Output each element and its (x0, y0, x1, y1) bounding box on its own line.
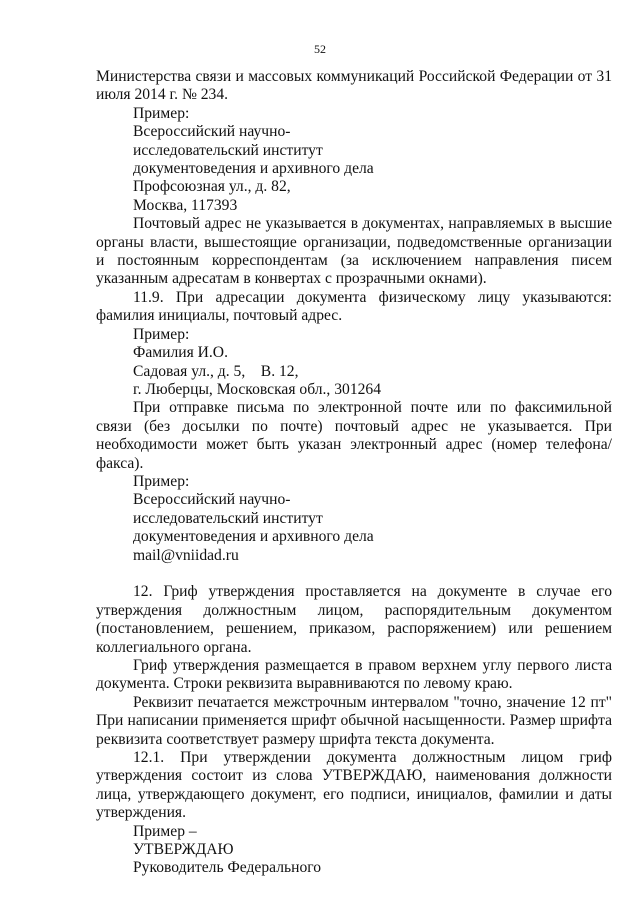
example-label: Пример: (133, 104, 190, 122)
example-label: Пример – (133, 822, 197, 840)
paragraph: 12. Гриф утверждения проставляется на документе в случае его утверждения должностным лицом, распорядительным документом (постановлением, решением, приказом, распоряжением) или решением коллегиального органа. (96, 583, 612, 656)
example-line: Профсоюзная ул., д. 82, (133, 178, 291, 196)
paragraph: Гриф утверждения размещается в правом верхнем углу первого листа документа. Строки реквизита выравниваются по левому краю. (96, 656, 612, 693)
example-line: Фамилия И.О. (133, 344, 228, 362)
text-line: Министерства связи и массовых коммуникаций Российской Федерации от 31 (96, 68, 612, 85)
example-block (96, 823, 612, 878)
text-line: июля 2014 г. № 234. (96, 86, 229, 104)
example-line: г. Люберцы, Московская обл., 301264 (133, 380, 382, 398)
example-line: исследовательский институт (133, 141, 323, 159)
example-line: исследовательский институт (133, 509, 323, 527)
paragraph: Почтовый адрес не указывается в документах, направляемых в высшие органы власти, вышестоящие организации, подведомственные организации и постоянным корреспондентам (за исключением направления писем указанным адресатам в конвертах с прозрачными окнами). (96, 215, 612, 288)
example-line: УТВЕРЖДАЮ (133, 841, 234, 859)
example-line: Руководитель Федерального (133, 859, 322, 877)
document-body (96, 68, 612, 878)
example-line: Всероссийский научно- (133, 123, 291, 141)
example-line: Всероссийский научно- (133, 491, 291, 509)
example-block (96, 473, 612, 565)
example-block (96, 105, 612, 215)
page-number: 52 (314, 42, 326, 56)
example-line: Москва, 117393 (133, 196, 238, 214)
paragraph: 12.1. При утверждении документа должностным лицом гриф утверждения состоит из слова УТВЕРЖДАЮ, наименования должности лица, утверждающего документ, его подписи, инициалов, фамилии и даты утверждения. (96, 749, 612, 822)
example-email: mail@vniidad.ru (133, 546, 239, 564)
example-line: Садовая ул., д. 5, В. 12, (133, 362, 299, 380)
example-label: Пример: (133, 472, 190, 490)
example-block (96, 326, 612, 400)
paragraph: При отправке письма по электронной почте или по факсимильной связи (без досылки по почте) почтовый адрес не указывается. При необходимости может быть указан электронный адрес (номер телефона/факса). (96, 399, 612, 472)
example-line: документоведения и архивного дела (133, 528, 374, 546)
example-line: документоведения и архивного дела (133, 160, 374, 178)
paragraph: 11.9. При адресации документа физическому лицу указываются: фамилия инициалы, почтовый адрес. (96, 288, 612, 325)
example-label: Пример: (133, 325, 190, 343)
paragraph: Реквизит печатается межстрочным интервалом "точно, значение 12 пт" При написании применяется шрифт обычной насыщенности. Размер шрифта реквизита соответствует размеру шрифта текста документа. (96, 693, 612, 748)
